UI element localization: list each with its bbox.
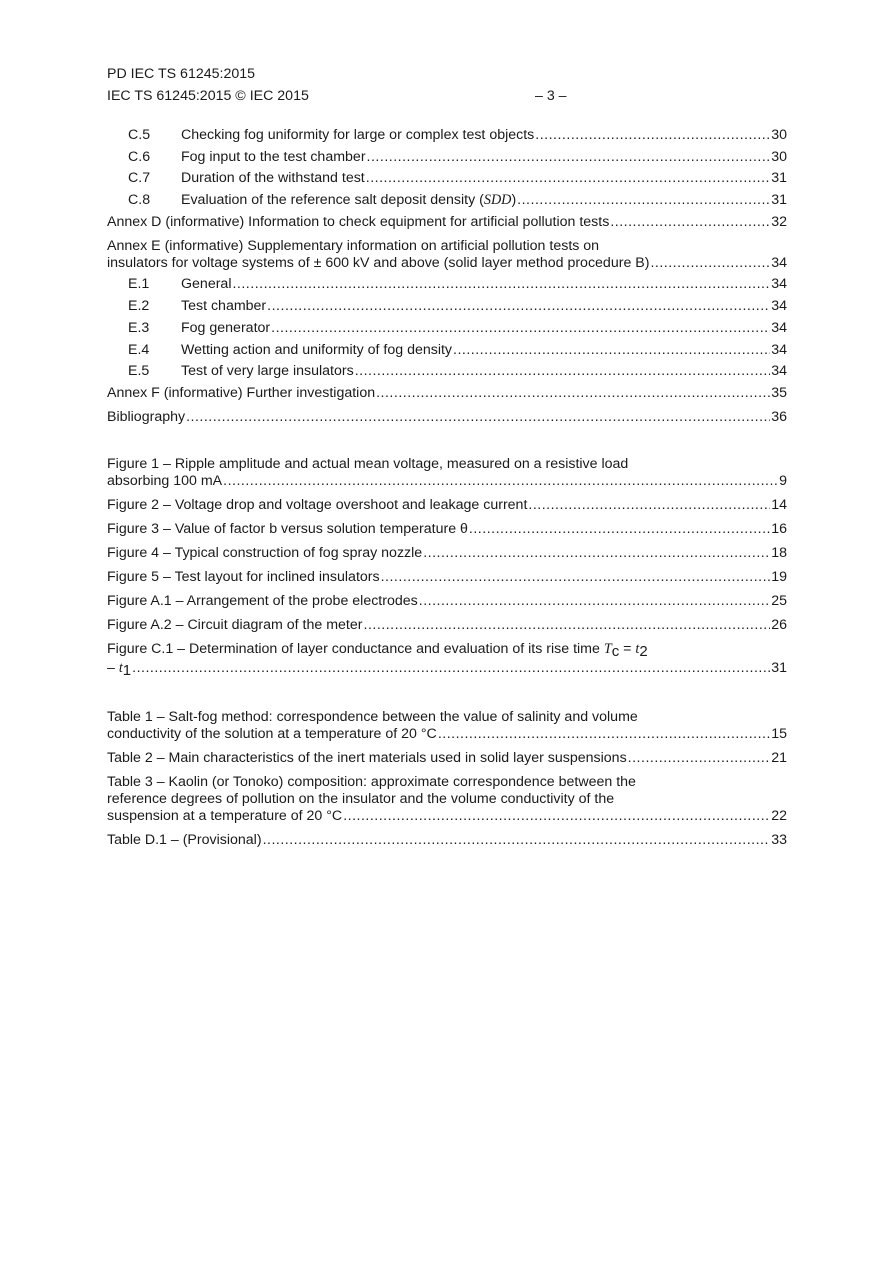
figure-entry[interactable]	[107, 497, 787, 514]
figure-entry[interactable]	[107, 569, 787, 586]
toc-entry[interactable]	[107, 170, 787, 187]
toc-entry-number: E.3	[128, 319, 150, 336]
dot-leader	[453, 342, 770, 359]
toc-entry-number: E.4	[128, 341, 150, 358]
symbol-t: t	[118, 659, 123, 676]
toc-entry[interactable]	[107, 363, 787, 380]
toc-entry-title: Fog input to the test chamber	[181, 148, 366, 165]
figure-title: Figure 5 – Test layout for inclined insulators	[107, 568, 380, 585]
figure-page: 31	[771, 659, 787, 676]
dot-leader	[423, 545, 770, 562]
figure-entry[interactable]	[107, 593, 787, 610]
figure-title: Figure 3 – Value of factor b versus solution temperature θ	[107, 520, 468, 537]
toc-entry-page: 31	[771, 192, 787, 209]
toc-entry-title	[181, 192, 516, 209]
figure-title: Figure A.2 – Circuit diagram of the meter	[107, 616, 363, 633]
toc-entry-number: C.5	[128, 127, 151, 143]
document-id: PD IEC TS 61245:2015	[107, 66, 256, 82]
dot-leader	[650, 255, 770, 272]
table-title-line: conductivity of the solution at a temperature of 20 °C	[107, 725, 437, 742]
figure-page: 19	[771, 568, 787, 585]
toc-entry-annex-f[interactable]	[107, 385, 787, 402]
table-title: Table 2 – Main characteristics of the inert materials used in solid layer suspensions	[107, 749, 627, 766]
table-entry[interactable]	[107, 709, 787, 743]
toc-entry-page: 32	[771, 213, 787, 230]
copyright-text: IEC TS 61245:2015 © IEC 2015	[107, 88, 309, 104]
toc-entry-number: E.1	[128, 276, 150, 293]
toc-entry[interactable]	[107, 127, 787, 144]
toc-entry[interactable]	[107, 342, 787, 359]
dot-leader	[271, 320, 770, 337]
toc-entry-title: Checking fog uniformity for large or complex test objects	[181, 127, 535, 143]
figure-title-text: Figure C.1 – Determination of layer conductance and evaluation of its rise time	[107, 640, 604, 657]
toc-entry-page: 34	[771, 254, 787, 271]
figure-entry[interactable]	[107, 521, 787, 538]
toc-entry-bibliography[interactable]	[107, 409, 787, 426]
toc-entry-page: 34	[771, 319, 787, 336]
dot-leader	[343, 808, 770, 825]
toc-entry-title: Test chamber	[181, 298, 267, 315]
dot-leader	[366, 170, 770, 187]
figure-entry[interactable]	[107, 641, 787, 679]
toc-entry-page: 34	[771, 341, 787, 358]
toc-entry-page: 34	[771, 276, 787, 293]
dot-leader	[267, 298, 770, 315]
table-title-line: Table 3 – Kaolin (or Tonoko) composition: approximate correspondence between the	[107, 773, 636, 790]
figure-title: Figure A.1 – Arrangement of the probe electrodes	[107, 592, 418, 609]
dot-leader	[610, 214, 770, 231]
toc-entry-page: 34	[771, 363, 787, 380]
toc-entry-title-line: insulators for voltage systems of ± 600 kV and above (solid layer method procedure B)	[107, 254, 650, 271]
dot-leader	[186, 409, 770, 426]
toc-entry-page: 36	[771, 408, 787, 425]
figure-page: 25	[771, 592, 787, 609]
toc-entry[interactable]	[107, 320, 787, 337]
dot-leader	[469, 521, 770, 538]
toc-entry-page: 34	[771, 298, 787, 315]
table-entry[interactable]	[107, 750, 787, 767]
figure-title: Figure 2 – Voltage drop and voltage overshoot and leakage current	[107, 496, 528, 513]
dot-leader	[232, 276, 770, 293]
figure-entry[interactable]	[107, 456, 787, 490]
dot-leader	[419, 593, 770, 610]
subscript-c: c	[611, 642, 620, 660]
dot-leader	[132, 660, 770, 677]
title-text: Evaluation of the reference salt deposit density (	[181, 192, 484, 209]
toc-entry[interactable]	[107, 298, 787, 315]
dot-leader	[535, 127, 770, 144]
toc-entry-number: C.7	[128, 170, 151, 187]
toc-entry-number: E.2	[128, 298, 150, 315]
figure-page: 16	[771, 520, 787, 537]
figure-title-line: Figure 1 – Ripple amplitude and actual mean voltage, measured on a resistive load	[107, 455, 629, 472]
toc-entry-number: C.6	[128, 148, 151, 165]
page-number: – 3 –	[535, 88, 567, 104]
figure-page: 14	[771, 496, 787, 513]
title-italic: SDD	[483, 192, 512, 209]
figure-title-line	[107, 660, 131, 679]
toc-entry-page: 30	[771, 148, 787, 165]
toc-entry[interactable]	[107, 149, 787, 166]
dot-leader	[381, 569, 771, 586]
toc-entry-page: 31	[771, 170, 787, 187]
symbol-T: T	[603, 640, 612, 657]
minus-sign: –	[107, 659, 119, 676]
figure-page: 9	[779, 472, 787, 489]
table-entry[interactable]	[107, 832, 787, 849]
figure-page: 18	[771, 544, 787, 561]
dot-leader	[628, 750, 771, 767]
dot-leader	[223, 473, 778, 490]
table-entry[interactable]	[107, 774, 787, 825]
figure-page: 26	[771, 616, 787, 633]
copyright-line	[107, 85, 787, 107]
toc-entry-title: Test of very large insulators	[181, 363, 354, 380]
figure-title: Figure 4 – Typical construction of fog spray nozzle	[107, 544, 423, 561]
table-title: Table D.1 – (Provisional)	[107, 831, 262, 848]
subscript-1: 1	[122, 661, 132, 679]
dot-leader	[517, 192, 770, 209]
figure-entry[interactable]	[107, 545, 787, 562]
toc-entry-number: E.5	[128, 363, 150, 380]
toc-entry[interactable]	[107, 192, 787, 209]
dot-leader	[367, 149, 771, 166]
toc-entry-page: 30	[771, 127, 787, 143]
table-title-line: reference degrees of pollution on the insulator and the volume conductivity of the	[107, 790, 615, 807]
title-text: )	[511, 192, 517, 209]
dot-leader	[438, 726, 770, 743]
figure-title-line: absorbing 100 mA	[107, 472, 223, 489]
dot-leader	[376, 385, 770, 402]
toc-entry-title: General	[181, 276, 232, 293]
table-page: 21	[771, 749, 787, 766]
subscript-2: 2	[639, 642, 648, 660]
table-page: 22	[771, 807, 787, 824]
toc-entry-title: Bibliography	[107, 408, 186, 425]
toc-entry-annex-e[interactable]	[107, 238, 787, 272]
dot-leader	[355, 363, 771, 380]
figure-title-line	[107, 641, 787, 660]
symbol-t: t	[635, 640, 640, 657]
dot-leader	[528, 497, 770, 514]
toc-entry-title-line: Annex E (informative) Supplementary information on artificial pollution tests on	[107, 237, 600, 254]
table-title-line: suspension at a temperature of 20 °C	[107, 807, 343, 824]
table-of-contents	[107, 127, 787, 849]
page-header	[107, 63, 787, 107]
equals-sign: =	[619, 640, 636, 657]
toc-entry-title: Annex F (informative) Further investigation	[107, 384, 376, 401]
table-page: 33	[771, 831, 787, 848]
toc-entry-title: Fog generator	[181, 319, 271, 336]
toc-entry-number: C.8	[128, 192, 151, 209]
toc-entry-title: Annex D (informative) Information to check equipment for artificial pollution tests	[107, 213, 610, 230]
table-page: 15	[771, 725, 787, 742]
figure-entry[interactable]	[107, 617, 787, 634]
dot-leader	[364, 617, 771, 634]
toc-entry-title: Duration of the withstand test	[181, 170, 365, 187]
dot-leader	[263, 832, 771, 849]
toc-entry-annex-d[interactable]	[107, 214, 787, 231]
table-title-line: Table 1 – Salt-fog method: correspondence between the value of salinity and volume	[107, 708, 638, 725]
toc-entry-page: 35	[771, 384, 787, 401]
toc-entry-title: Wetting action and uniformity of fog density	[181, 341, 453, 358]
toc-entry[interactable]	[107, 276, 787, 293]
